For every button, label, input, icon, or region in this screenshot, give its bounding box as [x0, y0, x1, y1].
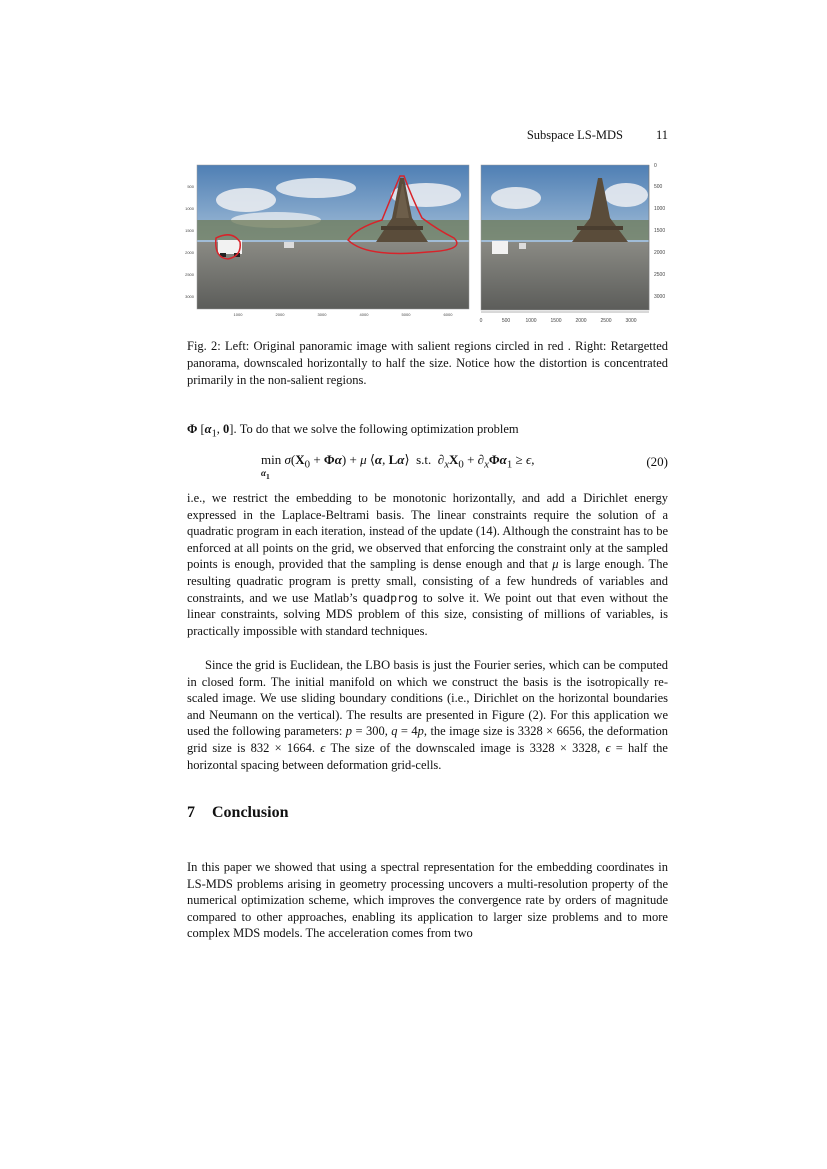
- page-header: [187, 128, 668, 144]
- paragraph-2: Since the grid is Euclidean, the LBO basis is just the Fourier series, which can be computed in closed form. The initial manifold on which we construct the basis is the isotropically re-scaled image. We use sliding boundary conditions (i.e., Dirichlet on the horizontal boundaries and Neumann on the vertical). The results are presented in Figure (2). For this application we used the following parameters: p = 300, q = 4p, the image size is 3328 × 6656, the deformation grid size is 832 × 1664. ϵ The size of the downscaled image is 3328 × 3328, ϵ = half the horizontal spacing between deformation grid-cells.: [187, 658, 668, 772]
- paragraph-1: i.e., we restrict the embedding to be monotonic horizontally, and add a Dirichlet energy expressed in the Laplace-Beltrami basis. The linear constraints require the solution of a quadratic program in each iteration, instead of the update (14). Although the constraint has to be enforced at all points on the grid, we observed that enforcing the constraint only at the sampled points is enough, provided that the sampling is dense enough and that μ is large enough. The resulting quadratic program is pretty small, consisting of a few hundreds of variables and constraints, and we use Matlab’s quadprog to solve it. We point out that even without the linear constraints, solving MDS problem of this size, consisting of millions of variables, is practically impossible with standard techniques.: [187, 491, 668, 638]
- right-y-tick: 2500: [654, 272, 666, 278]
- left-y-tick: 3000: [185, 294, 194, 299]
- original-panorama: [197, 165, 469, 309]
- left-y-tick: 1000: [185, 206, 194, 211]
- intro-line: Φ [$\alpha_1$, 0]. To do that we solve the following optimization problem: [187, 422, 519, 440]
- right-x-tick: 0: [479, 318, 483, 324]
- left-y-axis: [185, 184, 195, 299]
- right-x-tick: 500: [501, 318, 511, 324]
- left-y-tick: 2500: [185, 272, 194, 277]
- right-x-tick: 1500: [550, 318, 562, 324]
- equation-body: min $\alpha_1$ $\sigma(X_0 + \Phi\alpha) + \mu$ ⟨α, Lα⟩ s.t. $\partial_xX_0 + \partial_x\Phi\alpha_1 \ge \epsilon$,: [261, 452, 535, 481]
- left-x-tick: 5000: [401, 312, 411, 317]
- panorama-figure: [176, 160, 668, 330]
- p1-text-a: i.e., we restrict the embedding to be monotonic horizontally, and add a Dirichlet energy expressed in the Laplace-Beltrami basis. The linear constraints require the solution of a quadratic program in each iteration, instead of the update (14). Although the constraint has to be enforced at all points on the grid, we observed that enforcing the constraint only at the sampled points is enough, provided that the sampling is dense enough and that: [187, 491, 668, 572]
- right-x-tick: 2000: [575, 318, 587, 324]
- left-x-tick: 4000: [359, 312, 369, 317]
- right-x-tick: 2500: [600, 318, 612, 324]
- section-heading: [187, 804, 668, 822]
- code-quadprog: quadprog: [362, 590, 418, 605]
- right-x-tick: 1000: [525, 318, 537, 324]
- section-title: Conclusion: [212, 804, 289, 821]
- equation-number: (20): [646, 454, 668, 469]
- figure-caption: Fig. 2: Left: Original panoramic image with salient regions circled in red . Right: Retargetted panorama, downscaled horizontally to half the size. Notice how the distortion is concentrated primarily in the non-salient regions.: [187, 339, 668, 387]
- right-x-tick: 3000: [625, 318, 637, 324]
- p2-text-b: , the image size is 3328 × 6656, the deformation grid size is 832 × 1664.: [187, 724, 668, 755]
- section-number: 7: [187, 804, 195, 821]
- equation-20: [187, 452, 668, 488]
- p2-text-a: Since the grid is Euclidean, the LBO basis is just the Fourier series, which can be computed in closed form. The initial manifold on which we construct the basis is the isotropically re-scaled image. We use sliding boundary conditions (i.e., Dirichlet on the horizontal boundaries and Neumann on the vertical). The results are presented in Figure (2). For this application we used the following parameters:: [187, 658, 668, 739]
- right-y-tick: 2000: [654, 250, 666, 256]
- page-number: 11: [655, 128, 668, 142]
- constraint-label: s.t.: [416, 452, 432, 467]
- running-title: Subspace LS-MDS: [526, 128, 623, 142]
- left-x-tick: 1000: [233, 312, 243, 317]
- p2-text-c: The size of the downscaled image is 3328 × 3328,: [325, 740, 606, 755]
- left-y-tick: 2000: [185, 250, 194, 255]
- left-y-tick: 500: [187, 184, 194, 189]
- left-x-tick: 2000: [275, 312, 285, 317]
- right-y-tick: 3000: [654, 294, 666, 300]
- p2-text-d: = half the horizontal spacing between deformation grid-cells.: [187, 740, 668, 772]
- figure-2: [176, 160, 668, 330]
- intro-text: . To do that we solve the following optimization problem: [233, 422, 519, 436]
- p1-text-c: to solve it. We point out that even without the linear constraints, solving MDS problem of this size, consisting of millions of variables, is practically impossible with standard techniques.: [187, 590, 668, 638]
- right-y-tick: 0: [654, 163, 657, 169]
- left-x-tick: 6000: [443, 312, 453, 317]
- left-x-axis: [234, 312, 454, 317]
- paragraph-3: In this paper we showed that using a spectral representation for the embedding coordinates in LS-MDS problems arising in geometry processing uncovers a multi-resolution property of the numerical optimization scheme, which improves the convergence rate by orders of magnitude compared to other approaches, enabling its application to larger size problems and to more complex MDS models. The acceleration comes from two: [187, 860, 668, 941]
- right-y-axis: [649, 163, 665, 310]
- retargeted-panorama: [481, 165, 649, 310]
- right-y-tick: 1000: [654, 206, 666, 212]
- p1-text-b: is large enough. The resulting quadratic program is pretty small, consisting of a few hundreds of variables and constraints, and we use Matlab’s: [187, 557, 668, 605]
- right-y-tick: 1500: [654, 228, 666, 234]
- right-y-tick: 500: [654, 184, 663, 190]
- left-y-tick: 1500: [185, 228, 194, 233]
- left-x-tick: 3000: [317, 312, 327, 317]
- right-x-axis: [480, 312, 649, 324]
